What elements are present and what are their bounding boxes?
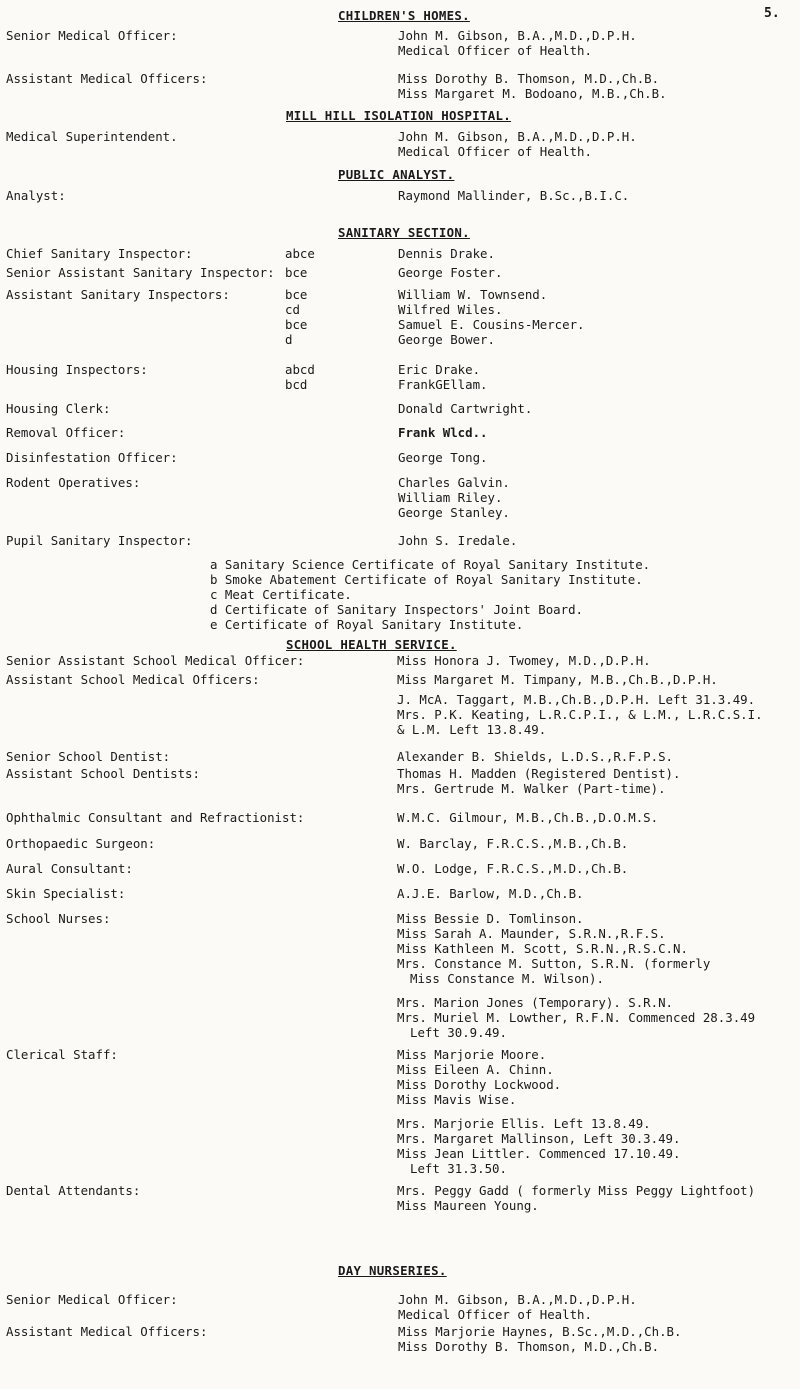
text-line: Frank Wlcd.. — [398, 425, 488, 440]
text-line: George Tong. — [398, 450, 488, 465]
text-line: Miss Dorothy B. Thomson, M.D.,Ch.B. — [398, 1339, 660, 1354]
text-line: Miss Bessie D. Tomlinson. — [397, 911, 584, 926]
text-line: Miss Mavis Wise. — [397, 1092, 517, 1107]
text-line: George Stanley. — [398, 505, 510, 520]
label-housing-inspectors: Housing Inspectors: — [6, 362, 148, 377]
label-aural-consultant: Aural Consultant: — [6, 861, 133, 876]
value-senior-school-dentist — [397, 749, 673, 764]
text-line: Mrs. Marion Jones (Temporary). S.R.N. — [397, 995, 674, 1010]
label-assistant-school-medical-officers: Assistant School Medical Officers: — [6, 672, 260, 687]
label-assistant-sanitary-inspectors: Assistant Sanitary Inspectors: — [6, 287, 230, 302]
label-day-nurseries-senior-medical-officer: Senior Medical Officer: — [6, 1292, 178, 1307]
text-line: & L.M. Left 13.8.49. — [397, 722, 547, 737]
text-line: Mrs. Margaret Mallinson, Left 30.3.49. — [397, 1131, 681, 1146]
heading-school-health-service: SCHOOL HEALTH SERVICE. — [286, 637, 457, 652]
code-line: bce — [285, 265, 308, 280]
key-line: a Sanitary Science Certificate of Royal Sanitary Institute. — [210, 557, 651, 572]
heading-sanitary-section: SANITARY SECTION. — [338, 225, 470, 240]
text-line: Miss Margaret M. Timpany, M.B.,Ch.B.,D.P.H. — [397, 672, 718, 687]
value-housing-clerk — [398, 401, 532, 416]
text-line: Miss Marjorie Moore. — [397, 1047, 547, 1062]
text-line: W.M.C. Gilmour, M.B.,Ch.B.,D.O.M.S. — [397, 810, 659, 825]
value-chief-sanitary-inspector — [398, 246, 495, 261]
text-line: Medical Officer of Health. — [398, 43, 592, 58]
text-line: Miss Constance M. Wilson). — [410, 971, 604, 986]
qualification-codes — [285, 265, 307, 280]
heading-isolation-hospital: MILL HILL ISOLATION HOSPITAL. — [286, 108, 512, 123]
text-line: Miss Dorothy Lockwood. — [397, 1077, 562, 1092]
label-housing-clerk: Housing Clerk: — [6, 401, 111, 416]
text-line: Miss Marjorie Haynes, B.Sc.,M.D.,Ch.B. — [398, 1324, 682, 1339]
text-line: Dennis Drake. — [398, 246, 495, 261]
text-line: John M. Gibson, B.A.,M.D.,D.P.H. — [398, 28, 637, 43]
text-line: FrankGEllam. — [398, 377, 488, 392]
value-assistant-medical-officers — [398, 71, 667, 101]
code-line: bce — [285, 317, 308, 332]
text-line: Miss Maureen Young. — [397, 1198, 539, 1213]
value-school-nurses — [397, 911, 755, 1040]
text-line: Medical Officer of Health. — [398, 1307, 592, 1322]
value-housing-inspectors — [398, 362, 488, 392]
text-line: Left 31.3.50. — [410, 1161, 507, 1176]
heading-day-nurseries: DAY NURSERIES. — [338, 1263, 447, 1278]
text-line: William W. Townsend. — [398, 287, 548, 302]
key-line: c Meat Certificate. — [210, 587, 352, 602]
text-line: W. Barclay, F.R.C.S.,M.B.,Ch.B. — [397, 836, 629, 851]
text-line: Miss Jean Littler. Commenced 17.10.49. — [397, 1146, 681, 1161]
text-line: Thomas H. Madden (Registered Dentist). — [397, 766, 681, 781]
label-dental-attendants: Dental Attendants: — [6, 1183, 141, 1198]
text-line: W.O. Lodge, F.R.C.S.,M.D.,Ch.B. — [397, 861, 629, 876]
value-assistant-sanitary-inspectors — [398, 287, 585, 347]
text-line: Donald Cartwright. — [398, 401, 533, 416]
text-line: John M. Gibson, B.A.,M.D.,D.P.H. — [398, 1292, 637, 1307]
label-ophthalmic-consultant: Ophthalmic Consultant and Refractionist: — [6, 810, 305, 825]
text-line: Miss Kathleen M. Scott, S.R.N.,R.S.C.N. — [397, 941, 688, 956]
text-line: Eric Drake. — [398, 362, 481, 377]
code-line: cd — [285, 302, 300, 317]
value-clerical-staff — [397, 1047, 680, 1176]
label-senior-medical-officer: Senior Medical Officer: — [6, 28, 178, 43]
text-line: J. McA. Taggart, M.B.,Ch.B.,D.P.H. Left 31.3.49. — [397, 692, 756, 707]
value-skin-specialist — [397, 886, 584, 901]
label-assistant-medical-officers: Assistant Medical Officers: — [6, 71, 208, 86]
text-line: Raymond Mallinder, B.Sc.,B.I.C. — [398, 188, 630, 203]
label-medical-superintendent: Medical Superintendent. — [6, 129, 178, 144]
text-line: Miss Dorothy B. Thomson, M.D.,Ch.B. — [398, 71, 660, 86]
value-senior-assistant-sanitary-inspector — [398, 265, 502, 280]
text-line: Mrs. P.K. Keating, L.R.C.P.I., & L.M., L.R.C.S.I. — [397, 707, 763, 722]
text-line: Wilfred Wiles. — [398, 302, 503, 317]
text-line: Charles Galvin. — [398, 475, 510, 490]
label-school-nurses: School Nurses: — [6, 911, 111, 926]
key-line: e Certificate of Royal Sanitary Institute. — [210, 617, 524, 632]
page-number: 5. — [764, 6, 780, 21]
label-removal-officer: Removal Officer: — [6, 425, 126, 440]
qualification-codes — [285, 362, 315, 392]
label-senior-school-dentist: Senior School Dentist: — [6, 749, 171, 764]
label-orthopaedic-surgeon: Orthopaedic Surgeon: — [6, 836, 156, 851]
label-pupil-sanitary-inspector: Pupil Sanitary Inspector: — [6, 533, 193, 548]
qualification-codes — [285, 246, 315, 261]
qualification-codes — [285, 287, 307, 347]
heading-public-analyst: PUBLIC ANALYST. — [338, 167, 455, 182]
key-line: d Certificate of Sanitary Inspectors' Joint Board. — [210, 602, 583, 617]
code-line: d — [285, 332, 293, 347]
value-senior-assistant-school-medical-officer — [397, 653, 651, 668]
text-line: A.J.E. Barlow, M.D.,Ch.B. — [397, 886, 584, 901]
value-dental-attendants — [397, 1183, 755, 1213]
qualification-key — [210, 557, 650, 632]
label-senior-assistant-school-medical-officer: Senior Assistant School Medical Officer: — [6, 653, 305, 668]
text-line: William Riley. — [398, 490, 503, 505]
text-line: Miss Sarah A. Maunder, S.R.N.,R.F.S. — [397, 926, 666, 941]
label-skin-specialist: Skin Specialist: — [6, 886, 126, 901]
value-medical-superintendent — [398, 129, 637, 159]
text-line: Mrs. Marjorie Ellis. Left 13.8.49. — [397, 1116, 651, 1131]
code-line: bcd — [285, 377, 308, 392]
value-orthopaedic-surgeon — [397, 836, 628, 851]
label-senior-assistant-sanitary-inspector: Senior Assistant Sanitary Inspector: — [6, 265, 275, 280]
value-senior-medical-officer — [398, 28, 637, 58]
value-aural-consultant — [397, 861, 628, 876]
value-assistant-school-dentists — [397, 766, 680, 796]
text-line: Mrs. Peggy Gadd ( formerly Miss Peggy Lightfoot) — [397, 1183, 756, 1198]
text-line: John S. Iredale. — [398, 533, 518, 548]
text-line: John M. Gibson, B.A.,M.D.,D.P.H. — [398, 129, 637, 144]
key-line: b Smoke Abatement Certificate of Royal Sanitary Institute. — [210, 572, 643, 587]
value-disinfestation-officer — [398, 450, 488, 465]
text-line: Miss Margaret M. Bodoano, M.B.,Ch.B. — [398, 86, 667, 101]
code-line: abce — [285, 246, 315, 261]
label-day-nurseries-assistant-medical-officers: Assistant Medical Officers: — [6, 1324, 208, 1339]
text-line: Alexander B. Shields, L.D.S.,R.F.P.S. — [397, 749, 674, 764]
value-rodent-operatives — [398, 475, 510, 520]
label-assistant-school-dentists: Assistant School Dentists: — [6, 766, 200, 781]
label-chief-sanitary-inspector: Chief Sanitary Inspector: — [6, 246, 193, 261]
value-removal-officer — [398, 425, 488, 440]
code-line: abcd — [285, 362, 315, 377]
value-ophthalmic-consultant — [397, 810, 658, 825]
text-line: Left 30.9.49. — [410, 1025, 507, 1040]
label-disinfestation-officer: Disinfestation Officer: — [6, 450, 178, 465]
heading-childrens-homes: CHILDREN'S HOMES. — [338, 8, 470, 23]
label-analyst: Analyst: — [6, 188, 66, 203]
text-line: George Foster. — [398, 265, 503, 280]
text-line: Miss Eileen A. Chinn. — [397, 1062, 554, 1077]
text-line: Mrs. Gertrude M. Walker (Part-time). — [397, 781, 666, 796]
text-line: Medical Officer of Health. — [398, 144, 592, 159]
text-line: Mrs. Muriel M. Lowther, R.F.N. Commenced 28.3.49 — [397, 1010, 756, 1025]
text-line: Miss Honora J. Twomey, M.D.,D.P.H. — [397, 653, 651, 668]
value-analyst — [398, 188, 629, 203]
text-line: Samuel E. Cousins-Mercer. — [398, 317, 585, 332]
value-pupil-sanitary-inspector — [398, 533, 517, 548]
text-line: George Bower. — [398, 332, 495, 347]
value-day-nurseries-senior-medical-officer — [398, 1292, 637, 1322]
label-rodent-operatives: Rodent Operatives: — [6, 475, 141, 490]
text-line: Mrs. Constance M. Sutton, S.R.N. (formerly — [397, 956, 711, 971]
label-clerical-staff: Clerical Staff: — [6, 1047, 118, 1062]
code-line: bce — [285, 287, 308, 302]
value-assistant-school-medical-officers — [397, 672, 763, 737]
value-day-nurseries-assistant-medical-officers — [398, 1324, 681, 1354]
